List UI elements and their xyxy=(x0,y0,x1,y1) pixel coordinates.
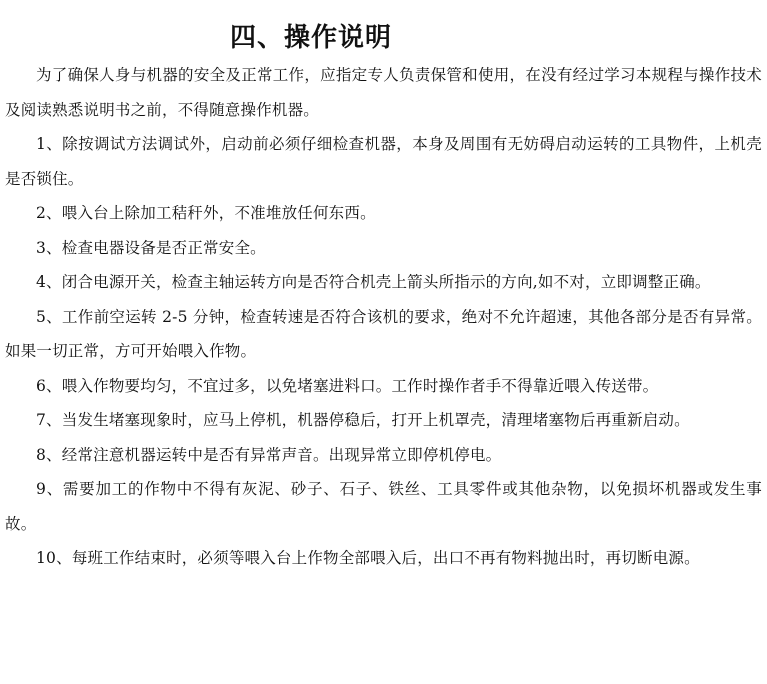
instruction-item-2: 2、喂入台上除加工秸秆外，不准堆放任何东西。 xyxy=(36,204,376,222)
instruction-item-5: 5、工作前空运转 2-5 分钟，检查转速是否符合该机的要求，绝对不允许超速，其他各部分是否有异常。如果一切正常，方可开始喂入作物。 xyxy=(5,307,762,360)
instruction-item-6: 6、喂入作物要均匀，不宜过多，以免堵塞进料口。工作时操作者手不得靠近喂入传送带。 xyxy=(36,376,659,395)
instruction-item-3: 3、检查电器设备是否正常安全。 xyxy=(36,238,266,257)
instruction-item-1: 1、除按调试方法调试外，启动前必须仔细检查机器，本身及周围有无妨碍启动运转的工具物件，上机壳是否锁住。 xyxy=(5,135,762,188)
instruction-item-10: 10、每班工作结束时，必须等喂入台上作物全部喂入后，出口不再有物料抛出时，再切断电源。 xyxy=(36,549,700,567)
intro-paragraph: 为了确保人身与机器的安全及正常工作，应指定专人负责保管和使用，在没有经过学习本规程与操作技术及阅读熟悉说明书之前，不得随意操作机器。 xyxy=(5,66,762,119)
instruction-item-4: 4、闭合电源开关，检查主轴运转方向是否符合机壳上箭头所指示的方向,如不对，立即调整正确。 xyxy=(36,273,711,291)
section-title: 四、操作说明 xyxy=(230,23,393,53)
instruction-item-7: 7、当发生堵塞现象时，应马上停机，机器停稳后，打开上机罩壳，清理堵塞物后再重新启动。 xyxy=(36,411,690,429)
instruction-item-8: 8、经常注意机器运转中是否有异常声音。出现异常立即停机停电。 xyxy=(36,445,502,464)
instruction-item-9: 9、需要加工的作物中不得有灰泥、砂子、石子、铁丝、工具零件或其他杂物，以免损坏机器或发生事故。 xyxy=(5,480,762,533)
document-page xyxy=(5,0,762,576)
